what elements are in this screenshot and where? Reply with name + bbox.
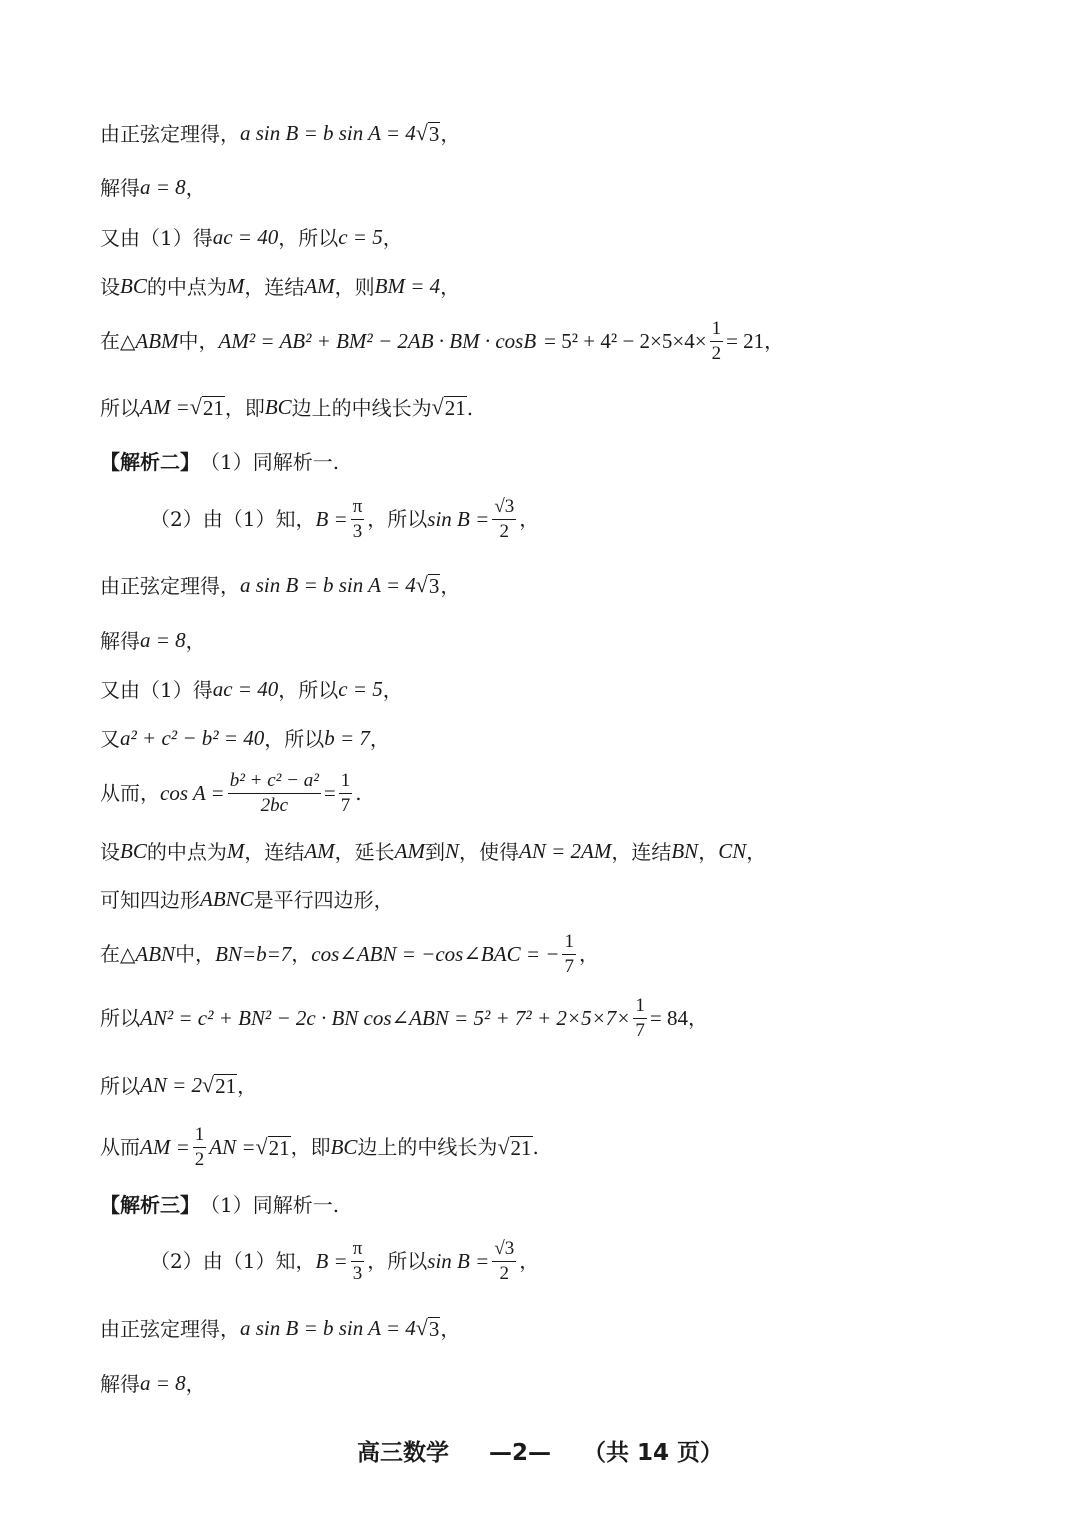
text: 又由（1）得 <box>100 677 213 702</box>
math: ABN <box>135 941 176 966</box>
line-14 <box>100 841 766 862</box>
punct: ， <box>578 942 599 967</box>
sqrt: √ 21 <box>497 1133 532 1160</box>
text: 的中点为 <box>146 839 227 864</box>
text: 由正弦定理得， <box>100 573 240 598</box>
line-11 <box>100 679 403 700</box>
math: cos∠ABN = −cos∠BAC = − <box>311 941 560 966</box>
fraction: $\frac{1}{7}$ <box>340 770 351 816</box>
line-1 <box>100 122 460 145</box>
math: AM = <box>140 395 190 420</box>
line-13 <box>100 770 362 817</box>
text: 中， <box>175 942 216 967</box>
text: ， <box>291 942 312 967</box>
math: BC <box>264 395 292 420</box>
line-21 <box>150 1238 539 1285</box>
text: 又由（1）得 <box>100 225 213 250</box>
fraction: $\frac{√3}{2}$ <box>494 496 515 542</box>
line-9 <box>100 574 460 597</box>
text: （2）由（1）知， <box>150 507 316 532</box>
page-total: （共 14 页） <box>583 1440 724 1466</box>
math: AN² = c² + BN² − 2c · BN cos∠ABN = 5² + 7² + 2×5×7× <box>140 1005 631 1030</box>
text: ，所以 <box>278 225 339 250</box>
math: ABNC <box>200 887 254 911</box>
text: 解得 <box>100 175 140 200</box>
math: a sin B = b sin A = 4 <box>240 1316 416 1341</box>
line-19 <box>100 1124 539 1171</box>
text: ，连结 <box>611 839 672 864</box>
text: ，连结 <box>244 274 305 299</box>
math: c = 5 <box>338 225 383 249</box>
sqrt: √ 3 <box>415 120 440 146</box>
text: 设 <box>100 839 120 864</box>
math: sin B = <box>427 506 490 531</box>
math: = 5² + 4² − 2×5×4× <box>544 328 707 353</box>
fraction: $\frac{√3}{2}$ <box>494 1238 515 1284</box>
text: ，使得 <box>459 839 520 864</box>
math: BN <box>671 839 699 863</box>
text: 可知四边形 <box>100 887 200 912</box>
line-20 <box>100 1195 339 1215</box>
line-22 <box>100 1317 460 1340</box>
text: ，所以 <box>367 1249 428 1274</box>
text: 边上的中线长为 <box>357 1135 498 1160</box>
punct: ， <box>440 274 461 299</box>
sqrt: √ 21 <box>255 1133 290 1160</box>
math: AN = 2 <box>140 1073 203 1098</box>
text: 所以 <box>100 395 140 420</box>
text: ，即 <box>224 395 265 420</box>
math: AM <box>304 839 335 863</box>
punct: . <box>532 1135 539 1160</box>
text: 从而， <box>100 781 160 806</box>
text: 由正弦定理得， <box>100 1316 240 1341</box>
punct: ， <box>688 1006 709 1031</box>
text: ，所以 <box>367 507 428 532</box>
line-10 <box>100 630 206 651</box>
punct: ， <box>519 507 540 532</box>
punct: . <box>466 395 474 420</box>
math: a = 8 <box>140 175 186 199</box>
line-2 <box>100 177 206 198</box>
math: M <box>226 274 245 298</box>
line-12 <box>100 728 390 749</box>
math: N <box>445 839 460 863</box>
math: a sin B = b sin A = 4 <box>240 573 416 598</box>
math: BC <box>120 274 147 298</box>
text: ，延长 <box>334 839 395 864</box>
text: 是平行四边形， <box>253 887 394 912</box>
punct: ， <box>237 1073 258 1098</box>
punct: ， <box>369 726 390 751</box>
text: 解得 <box>100 1371 140 1396</box>
punct: ， <box>746 839 767 864</box>
math: sin B = <box>427 1248 490 1273</box>
text: （1）同解析一. <box>200 450 340 474</box>
text: 解得 <box>100 628 140 653</box>
punct: . <box>355 781 362 806</box>
punct: ， <box>440 573 461 598</box>
fraction: $\frac{1}{2}$ <box>711 318 722 364</box>
text: 边上的中线长为 <box>291 395 432 420</box>
math: a² + c² − b² = 40 <box>120 726 265 750</box>
math: AN = 2AM <box>519 839 612 863</box>
math: BC <box>330 1134 358 1159</box>
text: ，即 <box>290 1135 331 1160</box>
line-7 <box>100 452 339 472</box>
fraction: $\frac{1}{2}$ <box>194 1124 205 1170</box>
punct: ， <box>382 677 403 702</box>
line-4 <box>100 276 460 297</box>
math: a sin B = b sin A = 4 <box>240 121 416 146</box>
line-6 <box>100 396 473 419</box>
math: = <box>323 780 336 805</box>
text: ，所以 <box>278 677 339 702</box>
math: = 84 <box>649 1005 689 1030</box>
sqrt: √ 21 <box>431 394 466 420</box>
math: AM <box>394 839 425 863</box>
punct: ， <box>382 225 403 250</box>
text: （2）由（1）知， <box>150 1249 316 1274</box>
math: AM² = AB² + BM² − 2AB · BM · cosB <box>218 328 537 353</box>
text: 的中点为 <box>146 274 227 299</box>
section-heading: 【解析二】 <box>100 450 200 474</box>
line-3 <box>100 227 403 248</box>
line-16 <box>100 931 599 978</box>
math: ac = 40 <box>212 677 279 701</box>
line-17 <box>100 995 708 1042</box>
math: BC <box>120 839 147 863</box>
line-18 <box>100 1074 257 1097</box>
fraction: $\frac{\text{b² + c² − a²}}{2bc}$ <box>229 770 319 816</box>
page-footer <box>0 1434 1080 1467</box>
text: （1）同解析一. <box>200 1193 340 1217</box>
line-5 <box>100 318 784 365</box>
sqrt: √ 3 <box>415 572 440 598</box>
math: B = <box>315 1248 348 1273</box>
text: ，则 <box>334 274 375 299</box>
math: CN <box>718 839 747 863</box>
math: b = 7 <box>324 726 370 750</box>
text: 从而 <box>100 1135 140 1160</box>
line-15 <box>100 889 394 910</box>
sqrt: √ 21 <box>202 1072 237 1098</box>
text: ， <box>698 839 719 864</box>
text: 由正弦定理得， <box>100 121 240 146</box>
text: 所以 <box>100 1006 140 1031</box>
math: M <box>226 839 245 863</box>
punct: ， <box>185 175 206 200</box>
footer-title: 高三数学 <box>356 1440 449 1466</box>
math: ac = 40 <box>212 225 279 249</box>
text: 在△ <box>100 329 136 354</box>
section-heading: 【解析三】 <box>100 1193 200 1217</box>
math: B = <box>315 506 348 531</box>
text: 所以 <box>100 1073 140 1098</box>
math: ABM <box>135 328 179 353</box>
fraction: $\frac{1}{7}$ <box>564 931 574 977</box>
math: AM = <box>140 1134 190 1159</box>
math: c = 5 <box>338 677 383 701</box>
math: BM = 4 <box>374 274 441 298</box>
math: AM <box>304 274 335 298</box>
punct: ， <box>440 121 461 146</box>
fraction: $\frac{\pi}{3}$ <box>352 496 363 542</box>
text: 又 <box>100 726 120 751</box>
punct: ， <box>185 628 206 653</box>
text: ，连结 <box>244 839 305 864</box>
text: 在△ <box>100 942 136 967</box>
punct: ， <box>519 1249 540 1274</box>
text: 到 <box>425 839 445 864</box>
math: a = 8 <box>140 628 186 652</box>
page-number: —2— <box>488 1440 551 1466</box>
punct: ， <box>185 1371 206 1396</box>
math: a = 8 <box>140 1371 186 1395</box>
math: = 21 <box>726 328 765 353</box>
math: cos A = <box>160 780 225 805</box>
line-8 <box>150 496 539 543</box>
math: BN=b=7 <box>215 941 292 966</box>
fraction: $\frac{\pi}{3}$ <box>352 1238 363 1284</box>
text: 中， <box>178 329 219 354</box>
punct: ， <box>764 329 785 354</box>
fraction: $\frac{1}{7}$ <box>635 995 645 1041</box>
sqrt: √ 3 <box>415 1315 440 1341</box>
punct: ， <box>440 1316 461 1341</box>
math: AN = <box>209 1134 256 1159</box>
text: ，所以 <box>264 726 325 751</box>
line-23 <box>100 1373 206 1394</box>
sqrt: √ 21 <box>189 394 224 420</box>
text: 设 <box>100 274 120 299</box>
